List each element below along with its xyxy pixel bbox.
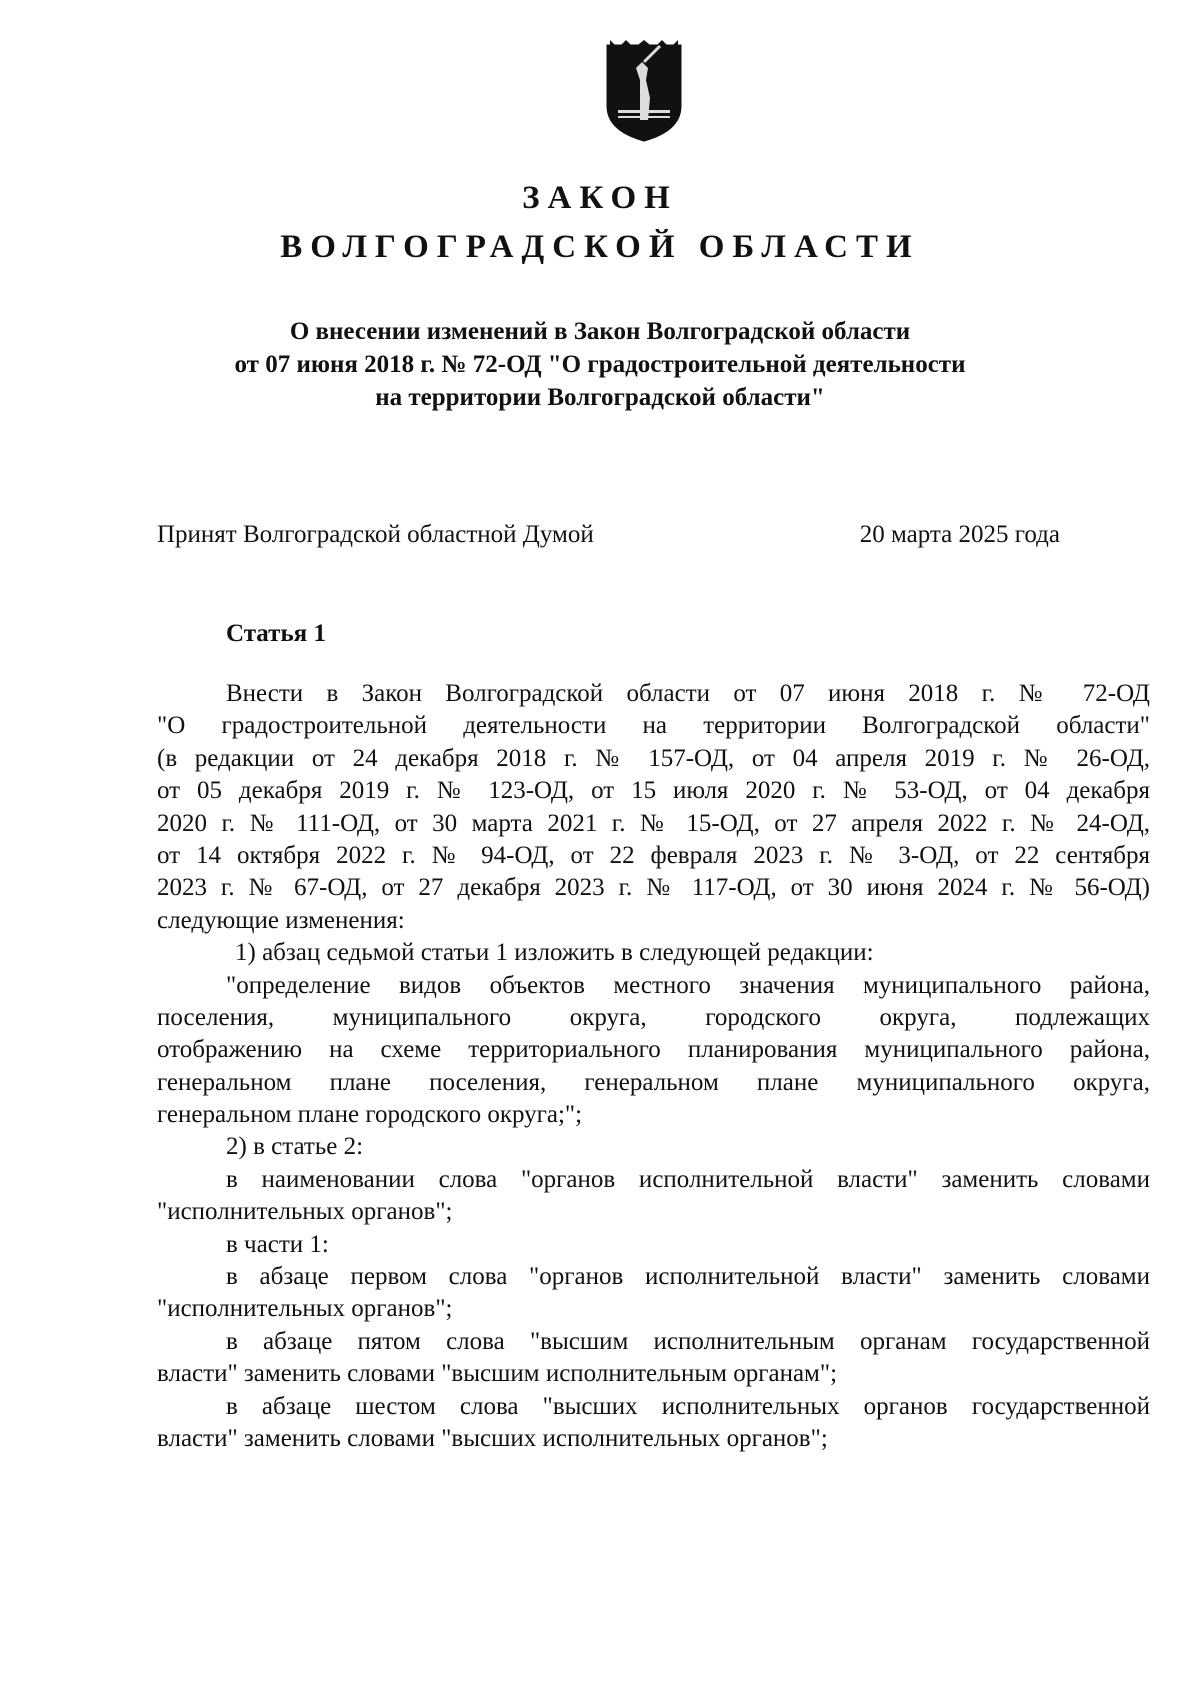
text-line: от 14 октября 2022 г. № 94-ОД, от 22 февраля 2023 г. № 3-ОД, от 22 сентября: [157, 841, 1150, 869]
text-line: Внести в Закон Волгоградской области от 07 июня 2018 г. № 72-ОД: [226, 680, 1150, 707]
text-line: генеральном плане поселения, генеральном плане муниципального округа,: [157, 1068, 1150, 1096]
adoption-date: 20 марта 2025 года: [859, 521, 1060, 548]
text-line: в абзаце шестом слова "высших исполнительных органов государственной: [226, 1392, 1150, 1420]
text-line: "О градостроительной деятельности на территории Волгоградской области": [157, 712, 1150, 740]
law-subject-line: от 07 июня 2018 г. № 72-ОД "О градостроительной деятельности: [234, 351, 966, 378]
text-line: (в редакции от 24 декабря 2018 г. № 157-ОД, от 04 апреля 2019 г. № 26-ОД,: [157, 744, 1150, 772]
law-subject-line: О внесении изменений в Закон Волгоградской области: [289, 318, 911, 345]
text-line: генеральном плане городского округа;";: [157, 1101, 583, 1129]
law-subject: [200, 315, 1000, 414]
document-title: ЗАКОН: [522, 180, 678, 216]
article-body: [157, 678, 1150, 1455]
text-line: "определение видов объектов местного значения муниципального района,: [226, 971, 1150, 999]
text-line: в абзаце первом слова "органов исполнительной власти" заменить словами: [226, 1263, 1150, 1291]
text-line: власти" заменить словами "высших исполнительных органов";: [157, 1424, 828, 1452]
text-line: 2020 г. № 111-ОД, от 30 марта 2021 г. № 15-ОД, от 27 апреля 2022 г. № 24-ОД,: [157, 809, 1150, 837]
text-line: в части 1:: [226, 1230, 329, 1258]
adopted-by: Принят Волгоградской областной Думой: [157, 521, 594, 548]
text-line: власти" заменить словами "высшим исполнительным органам";: [157, 1360, 838, 1388]
text-line: 2) в статье 2:: [226, 1133, 364, 1161]
coat-of-arms-icon: [604, 38, 684, 142]
text-line: в наименовании слова "органов исполнительной власти" заменить словами: [226, 1165, 1150, 1193]
document-issuer: ВОЛГОГРАДСКОЙ ОБЛАСТИ: [280, 229, 920, 265]
article-heading: Статья 1: [226, 620, 326, 647]
text-line: 1) абзац седьмой статьи 1 изложить в следующей редакции:: [235, 939, 874, 967]
text-line: следующие изменения:: [157, 906, 405, 934]
text-line: 2023 г. № 67-ОД, от 27 декабря 2023 г. № 117-ОД, от 30 июня 2024 г. № 56-ОД): [157, 874, 1150, 902]
text-line: от 05 декабря 2019 г. № 123-ОД, от 15 июля 2020 г. № 53-ОД, от 04 декабря: [157, 777, 1150, 805]
text-line: поселения, муниципального округа, городского округа, подлежащих: [157, 1003, 1150, 1031]
text-line: "исполнительных органов";: [157, 1198, 453, 1226]
law-subject-line: на территории Волгоградской области": [375, 384, 825, 411]
text-line: "исполнительных органов";: [157, 1295, 453, 1323]
text-line: в абзаце пятом слова "высшим исполнительным органам государственной: [226, 1327, 1150, 1355]
text-line: отображению на схеме территориального планирования муниципального района,: [157, 1036, 1150, 1064]
